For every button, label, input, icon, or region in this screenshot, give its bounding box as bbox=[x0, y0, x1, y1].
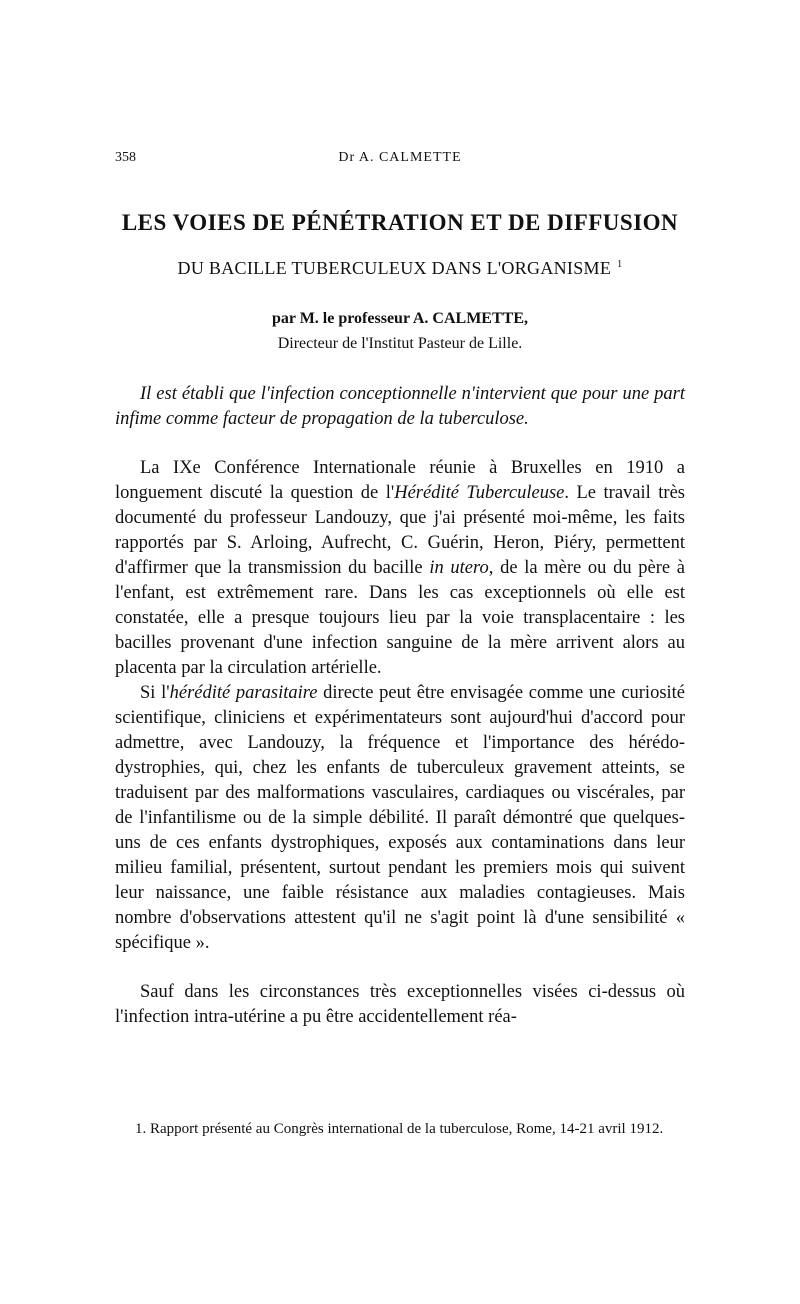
author-affiliation: Directeur de l'Institut Pasteur de Lille. bbox=[277, 335, 523, 352]
text-run: Si l' bbox=[140, 683, 170, 703]
author-byline: par M. le professeur A. CALMETTE, bbox=[271, 310, 528, 327]
article-title: LES VOIES DE PÉNÉTRATION ET DE DIFFUSION bbox=[121, 210, 679, 235]
footnote-marker: 1 bbox=[617, 259, 623, 270]
emphasis: in utero bbox=[429, 558, 489, 578]
text-run: La IXe Conférence Internationale réunie à Bruxelles en 1910 a longuement discuté la question de l' bbox=[115, 458, 685, 503]
footnote: 1. Rapport présenté au Congrès international de la tuberculose, Rome, 14-21 avril 1912. bbox=[135, 1121, 664, 1137]
running-header bbox=[115, 150, 685, 170]
running-title: Dr A. CALMETTE bbox=[338, 150, 462, 165]
text-run: . Le travail très documenté du professeur Landouzy, que j'ai présenté moi-même, les faits rapportés par S. Arloing, Aufrecht, C. Guérin, Heron, Piéry, permettent d'affirmer que la transmission du bacille bbox=[115, 483, 685, 578]
emphasis: hérédité parasitaire bbox=[169, 683, 318, 703]
article-body bbox=[115, 456, 685, 1030]
paragraph bbox=[115, 681, 685, 956]
paragraph: Sauf dans les circonstances très exceptionnelles visées ci-dessus où l'infection intra-utérine a pu être accidentellement réa- bbox=[115, 982, 685, 1027]
emphasis: Hérédité Tuberculeuse bbox=[394, 483, 565, 503]
text-run: directe peut être envisagée comme une curiosité scientifique, cliniciens et expérimentateurs sont aujourd'hui d'accord pour admettre, avec Landouzy, la fréquence et l'importance des hérédo-dystrophies, qui, chez les enfants de tuberculeux gravement atteints, se traduisent par des malformations vasculaires, cardiaques ou viscérales, par de l'infantilisme ou de la simple débilité. Il paraît démontré que quelques-uns de ces enfants dystrophiques, exposés aux contaminations dans leur milieu familial, présentent, surtout pendant les premiers mois qui suivent leur naissance, une faible résistance aux maladies contagieuses. Mais nombre d'observations attestent qu'il ne s'agit point là d'une sensibilité « spécifique ». bbox=[115, 683, 686, 953]
page-number: 358 bbox=[115, 150, 136, 165]
subtitle-text: DU BACILLE TUBERCULEUX DANS L'ORGANISME bbox=[177, 258, 612, 278]
paragraph bbox=[115, 456, 685, 681]
abstract: Il est établi que l'infection conceptionnelle n'intervient que pour une part infime comme facteur de propagation de la tuberculose. bbox=[115, 384, 685, 429]
article-subtitle bbox=[110, 258, 690, 279]
text-run: , de la mère ou du père à l'enfant, est extrêmement rare. Dans les cas exceptionnels où elle est constatée, elle a presque toujours lieu par la voie transplacentaire : les bacilles provenant d'une infection sanguine de la mère arrivent alors au placenta par la circulation artérielle. bbox=[115, 558, 685, 678]
